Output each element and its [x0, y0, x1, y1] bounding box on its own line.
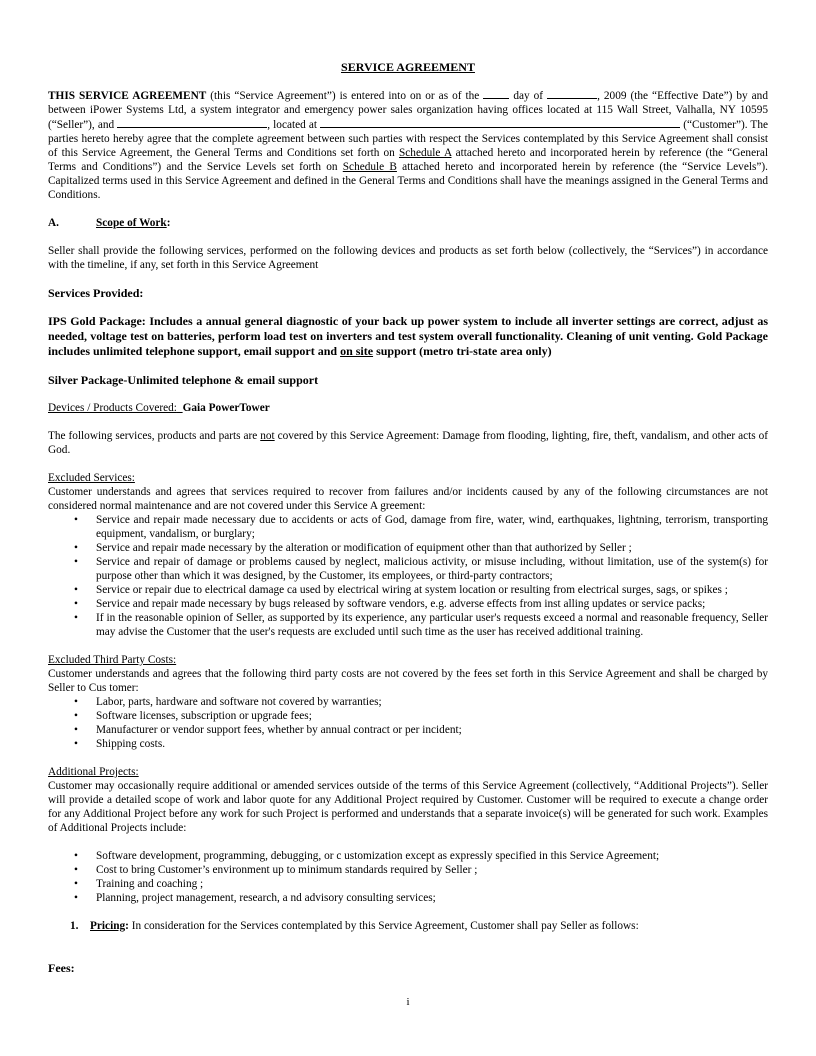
- third-party-list: [48, 695, 768, 751]
- list-item: • Shipping costs.: [48, 737, 768, 751]
- page-number: i: [406, 996, 410, 1008]
- excluded-services-heading: Excluded Services:: [48, 472, 135, 484]
- list-item: • Software development, programming, debugging, or c ustomization except as expressly specified in this Service Agreement;: [48, 849, 768, 863]
- services-provided-heading: Services Provided:: [48, 286, 144, 300]
- additional-projects-heading: Additional Projects:: [48, 766, 139, 778]
- third-party-text: Customer understands and agrees that the following third party costs are not covered by the fees set forth in this Service Agreement and shall be charged by Seller to Cus tomer:: [48, 668, 768, 694]
- blank-month: [547, 88, 597, 99]
- ips-gold-package: IPS Gold Package: Includes a annual general diagnostic of your back up power system to include all inverter settings are correct, adjust as needed, voltage test on batteries, perform load test on inverters and test system overall functionality. Cleaning of unit venting. Gold Package includes unlimited telephone support, email support and on site support (metro tri-state area only): [48, 314, 768, 358]
- pricing-clause: 1. Pricing: In consideration for the Services contemplated by this Service Agreement, Customer shall pay Seller as follows:: [70, 920, 639, 932]
- blank-day: [483, 88, 509, 99]
- section-a-heading: A. Scope of Work:: [48, 217, 171, 229]
- blank-customer-name: [117, 117, 267, 128]
- list-item: • If in the reasonable opinion of Seller, as supported by its experience, any particular user's requests exceed a normal and reasonable frequency, Seller may advise the Customer that the user's requests are excluded until such time as the user has received additional training.: [48, 611, 768, 639]
- additional-projects-text: Customer may occasionally require additional or amended services outside of the terms of this Service Agreement (collectively, “Additional Projects”). Seller will provide a detailed scope of work and labor quote for any Additional Project required by Customer. Customer will be required to execute a change order for any Additional Project before any work for such Project is performed and understands that a separate invoice(s) will be generated for such work. Examples of Additional Projects include:: [48, 780, 768, 834]
- list-item: • Cost to bring Customer’s environment up to minimum standards required by Seller ;: [48, 863, 768, 877]
- list-item: • Service and repair made necessary due to accidents or acts of God, damage from fire, water, wind, earthquakes, lightning, terrorism, transporting equipment, vandalism, or burglary;: [48, 513, 768, 541]
- list-item: • Manufacturer or vendor support fees, whether by annual contract or per incident;: [48, 723, 768, 737]
- intro-paragraph: THIS SERVICE AGREEMENT (this “Service Agreement”) is entered into on or as of the day of , 2009 (the “Effective Date”) by and between iPower Systems Ltd, a system integrator and emergency power sales organization having offices located at 115 Wall Street, Valhalla, NY 10595 (“Seller”), and , located at (“Customer”). The parties hereto hereby agree that the complete agreement between such parties with respect the Services contemplated by this Service Agreement shall consist of this Service Agreement, the General Terms and Conditions set forth on Schedule A attached hereto and incorporated herein by reference (the “General Terms and Conditions”) and the Service Levels set forth on Schedule B attached hereto and incorporated herein by reference (the “Service Levels”). Capitalized terms used in this Service Agreement and defined in the General Terms and Conditions shall have the meanings assigned in the General Terms and Conditions.: [48, 90, 768, 201]
- devices-covered: Devices / Products Covered: Gaia PowerTower: [48, 402, 270, 414]
- silver-package: Silver Package-Unlimited telephone & email support: [48, 373, 319, 387]
- list-item: • Service or repair due to electrical damage ca used by electrical wiring at system location or resulting from electrical surges, sags, or spikes ;: [48, 583, 768, 597]
- third-party-heading: Excluded Third Party Costs:: [48, 654, 177, 666]
- list-item: • Planning, project management, research, a nd advisory consulting services;: [48, 891, 768, 905]
- additional-projects-list: [48, 849, 768, 905]
- list-item: • Service and repair of damage or problems caused by neglect, malicious activity, or misuse including, without limitation, use of the system(s) for purpose other than which it was designed, by the Customer, its employees, or third-party contractors;: [48, 555, 768, 583]
- list-item: • Labor, parts, hardware and software not covered by warranties;: [48, 695, 768, 709]
- intro-lead: THIS SERVICE AGREEMENT: [48, 90, 207, 102]
- list-item: • Software licenses, subscription or upgrade fees;: [48, 709, 768, 723]
- blank-customer-address: [320, 117, 680, 128]
- fees-heading: Fees:: [48, 961, 75, 975]
- excluded-services-text: Customer understands and agrees that services required to recover from failures and/or incidents caused by any of the following circumstances are not considered normal maintenance and are not covered under this Service A greement:: [48, 486, 768, 512]
- section-a-text: Seller shall provide the following services, performed on the following devices and products as set forth below (collectively, the “Services”) in accordance with the timeline, if any, set forth in this Service Agreement: [48, 245, 768, 271]
- not-covered-paragraph: The following services, products and parts are not covered by this Service Agreement: Damage from flooding, lighting, fire, theft, vandalism, and other acts of God.: [48, 430, 769, 456]
- schedule-a-ref: Schedule A: [399, 147, 452, 159]
- schedule-b-ref: Schedule B: [342, 161, 397, 173]
- document-page: [48, 60, 768, 975]
- excluded-services-list: [48, 513, 768, 639]
- list-item: • Service and repair made necessary by the alteration or modification of equipment other than that authorized by Seller ;: [48, 541, 768, 555]
- list-item: • Training and coaching ;: [48, 877, 768, 891]
- list-item: • Service and repair made necessary by bugs released by software vendors, e.g. adverse effects from inst alling updates or service packs;: [48, 597, 768, 611]
- page-title: SERVICE AGREEMENT: [341, 60, 475, 74]
